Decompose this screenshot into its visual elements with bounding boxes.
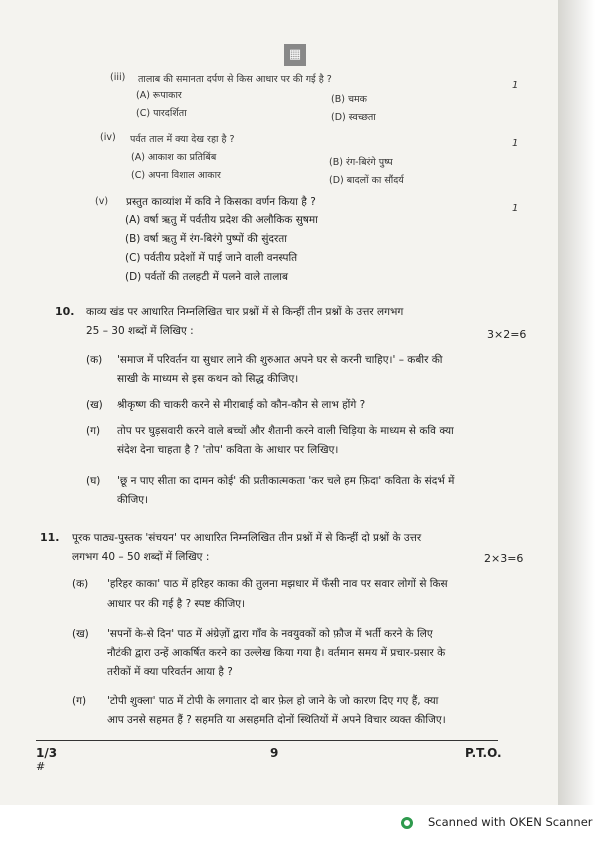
- part-text: 'छू न पाए सीता का दामन कोई' की प्रतीकात्मकता 'कर चले हम फ़िदा' कविता के संदर्भ में: [117, 475, 455, 487]
- footer-symbol: #: [36, 760, 46, 773]
- subpart-number: (iii): [110, 72, 126, 83]
- subpart-number: (v): [95, 196, 109, 207]
- part-text: नौटंकी द्वारा उन्हें आकर्षित करने का उल्लेख किया गया है। वर्तमान समय में प्रचार-प्रसार के: [107, 647, 446, 659]
- part-text: आप उनसे सहमत हैं ? सहमति या असहमति दोनों स्थितियों में अपने विचार व्यक्त कीजिए।: [107, 714, 446, 726]
- part-text: 'समाज में परिवर्तन या सुधार लाने की शुरुआत अपने घर से करनी चाहिए।' – कबीर की: [117, 354, 443, 366]
- pto-label: P.T.O.: [465, 746, 502, 760]
- subpart-mark: 1: [512, 138, 519, 149]
- part-text: कीजिए।: [117, 494, 149, 506]
- part-text: 'हरिहर काका' पाठ में हरिहर काका की तुलना मझधार में फँसी नाव पर सवार लोगों से किस: [107, 578, 448, 590]
- option-d: (D) बादलों का सौंदर्य: [329, 175, 404, 186]
- option-c: (C) पारदर्शिता: [136, 108, 187, 119]
- question-number: 10.: [55, 305, 75, 318]
- part-label: (घ): [86, 475, 101, 487]
- subpart-mark: 1: [512, 80, 519, 91]
- part-label: (क): [86, 354, 103, 366]
- option-b: (B) रंग-बिरंगे पुष्प: [329, 157, 393, 168]
- part-text: संदेश देना चाहता है ? 'तोप' कविता के आधार पर लिखिए।: [117, 444, 339, 456]
- part-text: 'सपनों के-से दिन' पाठ में अंग्रेज़ों द्वारा गाँव के नवयुवकों को फ़ौज में भर्ती करने के लिए: [107, 628, 433, 640]
- part-label: (ग): [86, 425, 101, 437]
- question-instruction: 25 – 30 शब्दों में लिखिए :: [86, 325, 194, 337]
- question-instruction: पूरक पाठ्य-पुस्तक 'संचयन' पर आधारित निम्नलिखित तीन प्रश्नों में से किन्हीं दो प्रश्नों के उत्तर: [72, 532, 422, 544]
- page-number: 9: [270, 746, 279, 760]
- emblem-icon: ▦: [284, 44, 306, 66]
- option-d: (D) पर्वतों की तलहटी में पलने वाले तालाब: [125, 271, 289, 283]
- footer-set-code: 1/3: [36, 746, 58, 760]
- question-number: 11.: [40, 531, 60, 544]
- option-a: (A) आकाश का प्रतिबिंब: [131, 152, 217, 163]
- subpart-question: पर्वत ताल में क्या देख रहा है ?: [130, 134, 235, 145]
- scanner-watermark: Scanned with OKEN Scanner: [428, 815, 593, 829]
- part-text: तरीकों में क्या परिवर्तन आया है ?: [107, 666, 233, 678]
- subpart-number: (iv): [100, 132, 116, 143]
- part-text: तोप पर घुड़सवारी करने वाले बच्चों और शैतानी करने वाली चिड़िया के माध्यम से कवि क्या: [117, 425, 454, 437]
- question-instruction: लगभग 40 – 50 शब्दों में लिखिए :: [72, 551, 210, 563]
- footer-divider: [36, 740, 498, 741]
- subpart-question: प्रस्तुत काव्यांश में कवि ने किसका वर्णन किया है ?: [126, 196, 316, 208]
- question-instruction: काव्य खंड पर आधारित निम्नलिखित चार प्रश्नों में से किन्हीं तीन प्रश्नों के उत्तर लगभग: [86, 306, 404, 318]
- part-label: (ख): [72, 628, 89, 640]
- part-label: (ग): [72, 695, 87, 707]
- option-a: (A) वर्षा ऋतु में पर्वतीय प्रदेश की अलौकिक सुषमा: [125, 214, 318, 226]
- part-text: 'टोपी शुक्ला' पाठ में टोपी के लगातार दो बार फ़ेल हो जाने के जो कारण दिए गए हैं, क्या: [107, 695, 439, 707]
- part-text: साखी के माध्यम से इस कथन को सिद्ध कीजिए।: [117, 373, 299, 385]
- option-b: (B) चमक: [331, 94, 367, 105]
- part-label: (ख): [86, 399, 103, 411]
- part-text: आधार पर की गई है ? स्पष्ट कीजिए।: [107, 598, 246, 610]
- option-c: (C) पर्वतीय प्रदेशों में पाई जाने वाली वनस्पति: [125, 252, 298, 264]
- question-marks: 2×3=6: [484, 552, 524, 565]
- part-text: श्रीकृष्ण की चाकरी करने से मीराबाई को कौन-कौन से लाभ होंगे ?: [117, 399, 366, 411]
- option-b: (B) वर्षा ऋतु में रंग-बिरंगे पुष्पों की सुंदरता: [125, 233, 288, 245]
- subpart-mark: 1: [512, 203, 519, 214]
- option-c: (C) अपना विशाल आकार: [131, 170, 221, 181]
- paper-edge-shadow: [558, 0, 595, 805]
- option-a: (A) रूपाकार: [136, 90, 182, 101]
- question-marks: 3×2=6: [487, 328, 527, 341]
- option-d: (D) स्वच्छता: [331, 112, 376, 123]
- oken-logo-icon: [401, 817, 413, 829]
- part-label: (क): [72, 578, 89, 590]
- subpart-question: तालाब की समानता दर्पण से किस आधार पर की गई है ?: [138, 74, 332, 85]
